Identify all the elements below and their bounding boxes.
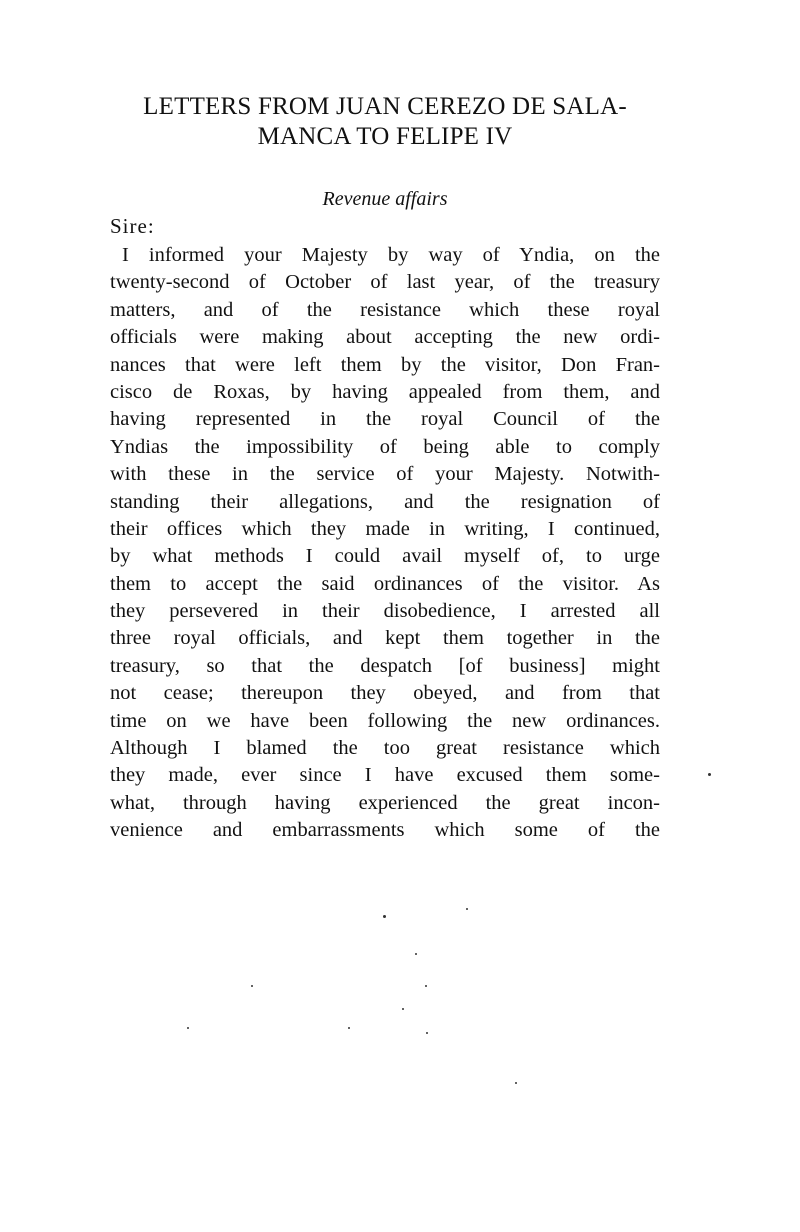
body-line: having represented in the royal Council of the bbox=[110, 408, 660, 431]
body-line: by what methods I could avail myself of, to urge bbox=[110, 545, 660, 568]
body-line: I informed your Majesty by way of Yndia, on the bbox=[122, 244, 660, 266]
scan-speck bbox=[515, 1082, 517, 1084]
body-line: not cease; thereupon they obeyed, and from that bbox=[110, 682, 660, 705]
body-line: Yndias the impossibility of being able to comply bbox=[110, 435, 660, 458]
body-line: twenty-second of October of last year, of the treasury bbox=[110, 271, 660, 294]
body-line: treasury, so that the despatch [of business] might bbox=[110, 654, 660, 677]
body-line: with these in the service of your Majesty. Notwith- bbox=[110, 463, 660, 486]
title-line-2: MANCA TO FELIPE IV bbox=[257, 123, 513, 150]
body-line: time on we have been following the new ordinances. bbox=[110, 709, 660, 732]
title-line-1: LETTERS FROM JUAN CEREZO DE SALA- bbox=[143, 93, 627, 120]
body-line: three royal officials, and kept them together in the bbox=[110, 627, 660, 650]
document-page bbox=[110, 0, 660, 1232]
body-line: officials were making about accepting the new ordi- bbox=[110, 326, 660, 349]
scan-speck bbox=[251, 985, 253, 987]
scan-speck bbox=[466, 908, 468, 910]
scan-speck bbox=[708, 773, 711, 776]
body-line: Although I blamed the too great resistance which bbox=[110, 737, 660, 760]
body-line: matters, and of the resistance which these royal bbox=[110, 298, 660, 321]
salutation: Sire: bbox=[110, 214, 155, 238]
body-line: what, through having experienced the great incon- bbox=[110, 791, 660, 814]
letter-body bbox=[110, 242, 660, 845]
body-line: standing their allegations, and the resignation of bbox=[110, 490, 660, 513]
scan-speck bbox=[425, 985, 427, 987]
body-line: they made, ever since I have excused them some- bbox=[110, 764, 660, 787]
scan-speck bbox=[348, 1027, 350, 1029]
scan-speck bbox=[415, 953, 417, 955]
page-title bbox=[110, 92, 660, 152]
scan-speck bbox=[187, 1027, 189, 1029]
scan-speck bbox=[383, 915, 386, 918]
body-line: venience and embarrassments which some of the bbox=[110, 819, 660, 842]
body-line: nances that were left them by the visitor, Don Fran- bbox=[110, 353, 660, 376]
body-line: their offices which they made in writing, I continued, bbox=[110, 517, 660, 540]
scan-speck bbox=[426, 1032, 428, 1034]
body-line: cisco de Roxas, by having appealed from them, and bbox=[110, 380, 660, 403]
scan-speck bbox=[402, 1008, 404, 1010]
body-line: they persevered in their disobedience, I arrested all bbox=[110, 600, 660, 623]
body-line: them to accept the said ordinances of the visitor. As bbox=[110, 572, 660, 595]
section-subtitle: Revenue affairs bbox=[322, 188, 448, 210]
